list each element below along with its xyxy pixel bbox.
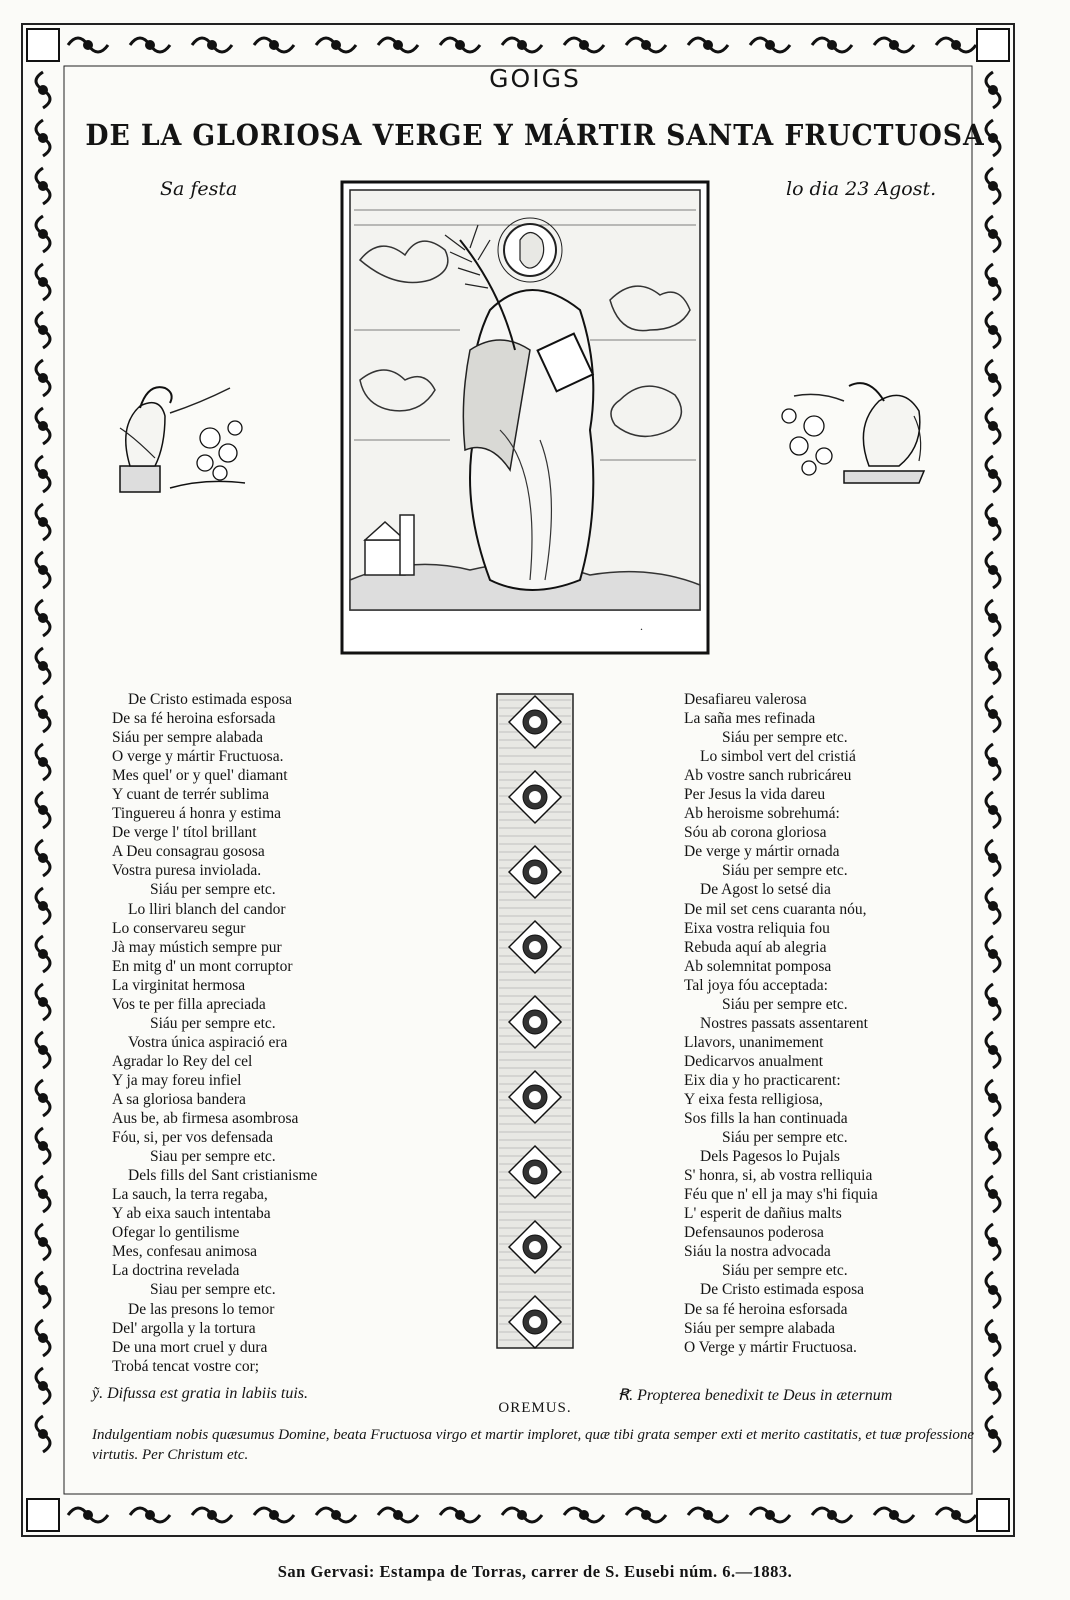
- verse-line: Ab solemnitat pomposa: [684, 957, 832, 975]
- border-motif: [564, 1508, 604, 1522]
- border-motif: [36, 1416, 50, 1452]
- border-motif: [812, 1508, 852, 1522]
- verse-line: Vostra puresa inviolada.: [112, 862, 262, 880]
- band-medallion-center: [529, 1016, 541, 1028]
- border-motif: [36, 1272, 50, 1308]
- verse-line: A sa gloriosa bandera: [112, 1090, 246, 1108]
- verse-line: Y ab eixa sauch intentaba: [112, 1205, 271, 1223]
- verse-line: Y eixa festa relligiosa,: [684, 1090, 823, 1108]
- verse-line: Dels Pagesos lo Pujals: [700, 1148, 840, 1166]
- verse-line: De las presons lo temor: [128, 1300, 275, 1318]
- border-motif: [750, 1508, 790, 1522]
- verse-line: Ab heroisme sobrehumá:: [684, 805, 840, 823]
- prayer-text: Indulgentiam nobis quæsumus Domine, beata Fructuosa virgo et martir imploret, quæ tibi grata semper exti et merito castitatis, et tuæ professione virtutis. Per Christum etc.: [92, 1427, 975, 1463]
- verse-line: Del' argolla y la tortura: [112, 1319, 256, 1337]
- band-medallion-center: [529, 1241, 541, 1253]
- border-motif: [986, 1272, 1000, 1308]
- verse-line: De Agost lo setsé dia: [700, 881, 831, 899]
- border-motif: [36, 1176, 50, 1212]
- verse-line: Llavors, unanimement: [684, 1033, 824, 1051]
- verse-line: Nostres passats assentarent: [700, 1014, 868, 1032]
- verse-line: Siáu per sempre etc.: [150, 881, 276, 899]
- border-motif: [986, 600, 1000, 636]
- verses-left-column: [112, 690, 317, 1376]
- verse-line: O Verge y mártir Fructuosa.: [684, 1338, 857, 1356]
- verse-line: La saña mes refinada: [684, 710, 816, 728]
- border-motif: [130, 1508, 170, 1522]
- border-motif: [986, 936, 1000, 972]
- verse-line: O verge y mártir Fructuosa.: [112, 748, 284, 766]
- border-motif: [986, 1320, 1000, 1356]
- verse-line: La doctrina revelada: [112, 1262, 240, 1280]
- verse-line: Mes, confesau animosa: [112, 1243, 258, 1261]
- border-motif: [440, 38, 480, 52]
- verse-line: Eix dia y ho practicarent:: [684, 1071, 841, 1089]
- saint-engraving: [340, 180, 710, 655]
- border-motif: [688, 38, 728, 52]
- verse-line: Siáu per sempre etc.: [722, 1262, 848, 1280]
- border-motif: [378, 1508, 418, 1522]
- verses-right-column: [684, 690, 878, 1357]
- border-motif: [502, 38, 542, 52]
- verse-line: Per Jesus la vida dareu: [684, 786, 826, 804]
- border-motif: [750, 38, 790, 52]
- border-motif: [36, 1320, 50, 1356]
- verse-line: Eixa vostra reliquia fou: [684, 919, 830, 937]
- border-motif: [36, 1128, 50, 1164]
- border-motif: [36, 456, 50, 492]
- verse-line: En mitg d' un mont corruptor: [112, 957, 293, 975]
- band-medallion-center: [529, 1166, 541, 1178]
- verse-line: De sa fé heroina esforsada: [112, 710, 276, 728]
- pelican-vignette-right: [774, 356, 934, 496]
- border-motif: [36, 1032, 50, 1068]
- verse-line: Mes quel' or y quel' diamant: [112, 767, 288, 785]
- border-motif: [986, 1416, 1000, 1452]
- verse-line: La virginitat hermosa: [112, 976, 246, 994]
- verse-line: La sauch, la terra regaba,: [112, 1186, 268, 1204]
- band-medallion-center: [529, 941, 541, 953]
- verse-line: Ofegar lo gentilisme: [112, 1224, 240, 1242]
- border-motif: [986, 360, 1000, 396]
- border-motif: [986, 840, 1000, 876]
- band-medallion-center: [529, 1316, 541, 1328]
- border-motif: [378, 38, 418, 52]
- band-medallion-center: [529, 1091, 541, 1103]
- verse-line: De Cristo estimada esposa: [128, 691, 293, 708]
- verse-line: Lo simbol vert del cristiá: [700, 748, 856, 766]
- border-motif: [36, 1080, 50, 1116]
- border-motif: [36, 552, 50, 588]
- border-motif: [564, 38, 604, 52]
- band-medallion-center: [529, 866, 541, 878]
- border-motif: [986, 552, 1000, 588]
- border-motif: [986, 312, 1000, 348]
- border-motif: [986, 504, 1000, 540]
- border-motif: [254, 38, 294, 52]
- verse-line: Ab vostre sanch rubricáreu: [684, 767, 852, 785]
- border-motif: [688, 1508, 728, 1522]
- border-motif: [36, 696, 50, 732]
- verse-line: Siáu per sempre alabada: [112, 729, 264, 747]
- verse-line: Siáu per sempre alabada: [684, 1319, 836, 1337]
- printer-imprint: San Gervasi: Estampa de Torras, carrer de S. Eusebi núm. 6.—1883.: [277, 1562, 793, 1581]
- border-motif: [192, 1508, 232, 1522]
- band-medallion-center: [529, 716, 541, 728]
- band-medallion-center: [529, 791, 541, 803]
- border-motif: [986, 408, 1000, 444]
- verse-line: Rebuda aquí ab alegria: [684, 938, 827, 956]
- verse-line: Sos fills la han continuada: [684, 1110, 848, 1128]
- verse-line: Agradar lo Rey del cel: [112, 1052, 253, 1070]
- verse-line: Siáu per sempre etc.: [150, 1014, 276, 1032]
- verse-line: Vos te per filla apreciada: [112, 995, 266, 1013]
- border-motif: [626, 1508, 666, 1522]
- verse-line: Siáu per sempre etc.: [722, 862, 848, 880]
- border-motif: [626, 38, 666, 52]
- verse-line: L' esperit de dañius malts: [684, 1205, 842, 1223]
- border-motif: [192, 38, 232, 52]
- verse-line: De verge y mártir ornada: [684, 843, 840, 861]
- border-motif: [986, 264, 1000, 300]
- verse-line: Aus be, ab firmesa asombrosa: [112, 1110, 299, 1128]
- verse-line: Siáu la nostra advocada: [684, 1243, 831, 1261]
- border-motif: [986, 984, 1000, 1020]
- border-motif: [502, 1508, 542, 1522]
- verse-line: Sóu ab corona gloriosa: [684, 824, 827, 842]
- verse-line: Lo lliri blanch del candor: [128, 900, 286, 918]
- border-motif: [36, 1368, 50, 1404]
- verse-line: De sa fé heroina esforsada: [684, 1300, 848, 1318]
- verse-line: Tal joya fóu acceptada:: [684, 976, 828, 994]
- verse-line: Siáu per sempre etc.: [722, 995, 848, 1013]
- border-motif: [812, 38, 852, 52]
- border-motif: [36, 744, 50, 780]
- border-motif: [986, 216, 1000, 252]
- border-corner: [977, 29, 1009, 61]
- border-motif: [874, 38, 914, 52]
- border-motif: [68, 1508, 108, 1522]
- border-motif: [986, 648, 1000, 684]
- verse-line: Tinguereu á honra y estima: [112, 805, 282, 823]
- page-subtitle: DE LA GLORIOSA VERGE Y MÁRTIR SANTA FRUCTUOSA: [85, 118, 985, 152]
- border-motif: [36, 648, 50, 684]
- verse-line: Trobá tencat vostre cor;: [112, 1357, 260, 1375]
- verse-line: Féu que n' ell ja may s'hi fiquia: [684, 1186, 878, 1204]
- border-motif: [986, 792, 1000, 828]
- border-motif: [36, 840, 50, 876]
- verse-line: Lo conservareu segur: [112, 919, 246, 937]
- border-motif: [986, 1224, 1000, 1260]
- pelican-vignette-left: [110, 368, 260, 508]
- border-motif: [254, 1508, 294, 1522]
- verse-line: Siau per sempre etc.: [150, 1281, 276, 1299]
- verse-line: Defensaunos poderosa: [684, 1224, 824, 1242]
- border-motif: [986, 1368, 1000, 1404]
- border-motif: [986, 1128, 1000, 1164]
- border-motif: [36, 360, 50, 396]
- verse-line: A Deu consagrau gososa: [112, 843, 265, 861]
- border-motif: [68, 38, 108, 52]
- oremus-heading: OREMUS.: [498, 1400, 572, 1416]
- versicle: ỹ. Difussa est gratia in labiis tuis.: [92, 1385, 309, 1402]
- border-motif: [36, 216, 50, 252]
- border-motif: [874, 1508, 914, 1522]
- border-corner: [977, 1499, 1009, 1531]
- border-motif: [36, 312, 50, 348]
- verse-line: Dedicarvos anualment: [684, 1052, 824, 1070]
- verse-line: Siáu per sempre etc.: [722, 729, 848, 747]
- verse-line: S' honra, si, ab vostra relliquia: [684, 1167, 873, 1185]
- border-motif: [986, 1080, 1000, 1116]
- verse-line: De una mort cruel y dura: [112, 1338, 268, 1356]
- border-motif: [986, 696, 1000, 732]
- verse-line: Vostra única aspiració era: [128, 1033, 288, 1051]
- border-motif: [936, 38, 976, 52]
- border-motif: [986, 456, 1000, 492]
- border-motif: [36, 936, 50, 972]
- border-motif: [986, 1032, 1000, 1068]
- verse-line: Siau per sempre etc.: [150, 1148, 276, 1166]
- border-motif: [130, 38, 170, 52]
- feast-label-left: Sa festa: [160, 178, 238, 200]
- border-corner: [27, 1499, 59, 1531]
- border-motif: [986, 168, 1000, 204]
- border-motif: [36, 984, 50, 1020]
- verse-line: Jà may mústich sempre pur: [112, 938, 282, 956]
- verse-line: Siáu per sempre etc.: [722, 1129, 848, 1147]
- border-motif: [986, 1176, 1000, 1212]
- border-motif: [36, 600, 50, 636]
- verse-line: Dels fills del Sant cristianisme: [128, 1167, 318, 1185]
- verse-line: De Cristo estimada esposa: [700, 1281, 865, 1299]
- page-title: GOIGS: [489, 64, 581, 93]
- border-motif: [986, 744, 1000, 780]
- svg-text:.: .: [640, 619, 643, 633]
- border-motif: [36, 1224, 50, 1260]
- border-motif: [986, 888, 1000, 924]
- border-motif: [36, 264, 50, 300]
- border-motif: [936, 1508, 976, 1522]
- border-motif: [36, 408, 50, 444]
- border-motif: [316, 1508, 356, 1522]
- border-motif: [316, 38, 356, 52]
- border-corner: [27, 29, 59, 61]
- verse-line: Y ja may foreu infiel: [112, 1071, 242, 1089]
- border-motif: [36, 792, 50, 828]
- verse-line: De verge l' títol brillant: [112, 824, 257, 842]
- feast-label-right: lo dia 23 Agost.: [786, 178, 937, 200]
- verse-line: Desafiareu valerosa: [684, 691, 807, 708]
- border-motif: [36, 504, 50, 540]
- border-motif: [36, 168, 50, 204]
- border-motif: [440, 1508, 480, 1522]
- center-ornament-band: [495, 692, 575, 1350]
- response: Ꞧ. Propterea benedixit te Deus in æternum: [618, 1387, 893, 1404]
- verse-line: De mil set cens cuaranta nóu,: [684, 900, 867, 918]
- verse-line: Y cuant de terrér sublima: [112, 786, 269, 804]
- border-motif: [36, 888, 50, 924]
- verse-line: Fóu, si, per vos defensada: [112, 1129, 273, 1147]
